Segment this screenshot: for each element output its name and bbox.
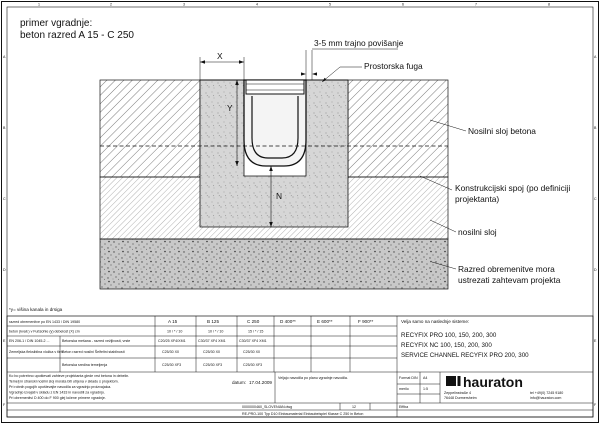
callout-trim: 3-5 mm trajno povišanje	[314, 38, 404, 48]
footnote: *y= višina kanala in drsiga	[9, 307, 63, 312]
title-line-1: primer vgradnje:	[20, 18, 93, 29]
channel-grating	[246, 80, 304, 94]
hauraton-logo	[446, 374, 523, 390]
border-numbers-top	[38, 3, 550, 7]
table-header-label: razred obremenitve po EN 1433 / DIN 19580	[9, 319, 81, 324]
border-letter: F	[594, 403, 597, 407]
table-row-label: EN 206-1 / DIN 1045-2 ...	[9, 339, 50, 343]
surface-slab-left	[100, 80, 200, 177]
callout-load-class-1: Razred obremenitve mora	[458, 264, 555, 274]
title-line-2: beton razred A 15 - C 250	[20, 30, 134, 41]
phone: tel +49(0) 7245 9180	[530, 391, 564, 395]
table-cell: C25/30 X0	[243, 350, 260, 354]
border-letter: B	[594, 126, 597, 130]
border-letter: D	[3, 268, 6, 272]
border-number: 1	[38, 2, 40, 7]
table-cell: C30/37 XF4 XM1	[239, 339, 267, 343]
load-class-e600: E 600**	[317, 319, 333, 324]
note-line: Pri obremenitvi D 400 do F 900 glej ločene primere vgradnje.	[9, 396, 106, 400]
callout-joint: Prostorska fuga	[364, 61, 423, 71]
table-row-label: beton (kvali.) v Fußsohle (y) debelost (X) cm	[9, 329, 80, 334]
email: info@hauraton.com	[530, 396, 562, 400]
border-letter: A	[594, 55, 597, 59]
border-number: 5	[329, 2, 331, 7]
load-class-b125: B 125	[207, 319, 220, 324]
border-letter: A	[3, 55, 6, 59]
dimension-y: Y	[227, 103, 233, 113]
border-letter: D	[594, 268, 597, 272]
table-cell: C25/30 X0	[203, 350, 220, 354]
border-letter: B	[3, 126, 6, 130]
border-number: 2	[110, 2, 112, 7]
brand-name: hauraton	[463, 374, 523, 390]
table-cell: C25/30 XF3	[203, 363, 223, 367]
format-label: Format DIN	[399, 376, 418, 380]
border-number: 3	[183, 2, 185, 7]
table-cell: C25/30 X0	[162, 350, 179, 354]
table-cell: C25/30 XF3	[162, 363, 182, 367]
note-line: Vgradnjo izvajati v skladu z EN 1433 in navodili za vgradnjo.	[9, 390, 105, 395]
table-cell: C20/25 XF4/XM1	[158, 339, 186, 343]
callout-load-class-2: ustrezati zahtevam projekta	[458, 275, 561, 285]
address-line-1: Zeppelinstraße 4	[444, 391, 471, 395]
callout-bearing-layer: nosilni sloj	[458, 227, 497, 237]
table-row-sub: Betonska mešana - razred vežljivosti, vrste	[62, 339, 131, 343]
table-row-sub: Betonska sredina temeljenja	[62, 363, 108, 367]
load-class-a15: A 15	[168, 319, 178, 324]
scale-label: merilo	[399, 387, 409, 391]
revision: Effiba	[399, 405, 409, 409]
load-class-c250: C 250	[247, 319, 260, 324]
table-row-sub: Beton razred nosilni Šelfeltni stabilnosti	[62, 350, 125, 354]
border-letter: F	[3, 403, 6, 407]
validity-note: Veljajo navodila po planu vgradnje navodila.	[278, 376, 348, 380]
callout-construction-joint-1: Konstrukcijski spoj (po definiciji	[455, 183, 571, 193]
address-line-2: 76448 Durmersheim	[444, 396, 477, 400]
sheet-number: 12	[352, 405, 356, 409]
border-number: 6	[402, 2, 404, 7]
border-letter: C	[594, 197, 597, 201]
table-cell: C25/30 XF3	[243, 363, 263, 367]
products-intro: Velja samo na naslednje sisteme:	[401, 319, 470, 324]
callout-construction-joint-2: projektanta)	[455, 194, 500, 204]
border-number: 4	[256, 2, 258, 7]
border-letter: E	[3, 339, 6, 343]
drawing-number: 0000000460_SLOVENIAN.dwg	[242, 405, 293, 409]
sub-base-gravel	[100, 239, 448, 289]
load-class-f900: F 900**	[358, 319, 374, 324]
border-number: 8	[548, 2, 550, 7]
table-cell: 15 / * / 15	[248, 329, 264, 334]
dimension-x: X	[217, 51, 223, 61]
note-line: Temelj in stranski nosilni sloj morata biti utrjena v skladu s projektom.	[9, 379, 119, 384]
note-line: Ko bo potrebno upoštevati zahteve projektanta glede vrst betona in debelin.	[9, 374, 130, 378]
dimension-n: N	[276, 191, 283, 201]
scale-value: 1:5	[423, 387, 428, 391]
note-line: Pri robnih pogojih upoštevajte navodila za vgradnjo proizvajalca.	[9, 385, 112, 389]
table-cell: C30/37 XF4 XM1	[198, 339, 226, 343]
table-row-label: Zemeljska fleksibilna vložka v tleh	[9, 350, 63, 354]
product-item: RECYFIX NC 100, 150, 200, 300	[401, 342, 492, 349]
format-value: A4	[423, 376, 428, 380]
product-item: RECYFIX PRO 100, 150, 200, 300	[401, 332, 497, 339]
surface-slab-right	[348, 80, 448, 177]
table-cell: 10 / * / 10	[167, 329, 183, 334]
date-label: datum:	[232, 380, 247, 385]
table-cell: 10 / * / 10	[208, 329, 224, 334]
date-value: 17.04.2009	[249, 380, 272, 385]
border-letter: C	[3, 197, 6, 201]
border-letter: E	[594, 339, 597, 343]
callout-bearing-concrete: Nosilni sloj betona	[468, 126, 536, 136]
footer-title: RE-PRO-100 Typ D10 Einbaumaterial Einbaubeispiel Klasse C 250 in Beton	[242, 412, 364, 416]
load-class-d400: D 400**	[280, 319, 296, 324]
border-number: 7	[475, 2, 477, 7]
product-item: SERVICE CHANNEL RECYFIX PRO 200, 300	[401, 352, 529, 359]
